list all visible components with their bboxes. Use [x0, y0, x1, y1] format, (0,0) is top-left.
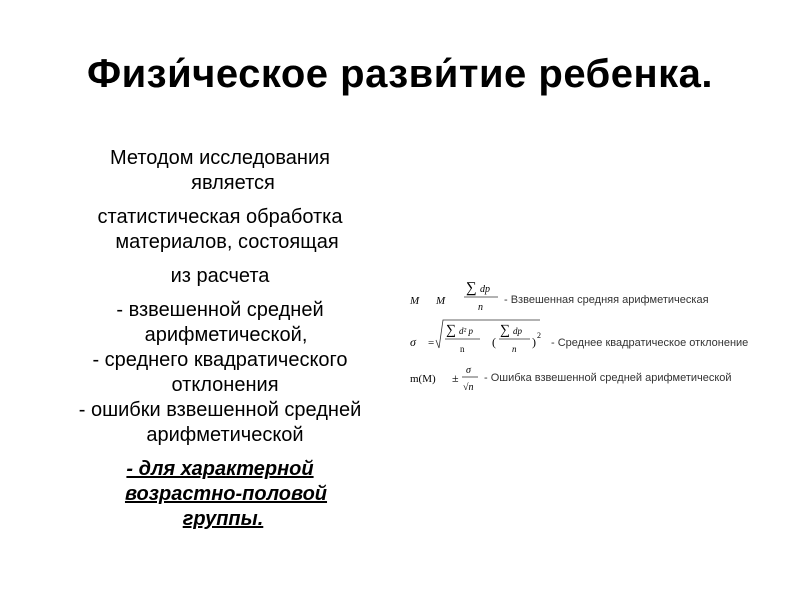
- formula-description: - Взвешенная средняя арифметическая: [504, 294, 709, 306]
- formula-description: - Среднее квадратическое отклонение: [551, 337, 749, 349]
- formula-description: - Ошибка взвешенной средней арифметической: [484, 372, 732, 384]
- formula-symbol: σ: [466, 365, 471, 376]
- formula-symbol: ): [532, 335, 536, 349]
- formula-symbol: (: [492, 335, 496, 349]
- text-line: Методом исследования: [110, 147, 330, 169]
- formula-symbol: dp: [480, 284, 490, 295]
- formula-symbol: d² p: [459, 326, 473, 336]
- formula-symbol: n: [460, 344, 465, 354]
- formula-sigma: [410, 320, 748, 354]
- formula-symbol: ±: [452, 371, 459, 385]
- method-description: [40, 146, 400, 532]
- text-line: является: [191, 172, 275, 194]
- formulas-image: [408, 276, 768, 406]
- list-item-text: - взвешенной средней: [116, 299, 324, 321]
- formula-symbol: n: [478, 302, 483, 313]
- emphasis-text: возрастно-половой: [124, 483, 328, 505]
- formula-error: [410, 365, 732, 393]
- formula-symbol: √n: [463, 382, 474, 393]
- sum-symbol: ∑: [446, 323, 456, 338]
- formula-symbol: =: [428, 337, 435, 349]
- text-line: статистическая обработка: [97, 206, 343, 228]
- formula-symbol: M: [410, 295, 420, 307]
- text-line: арифметической,: [144, 324, 308, 346]
- slide-title: Физи́ческое разви́тие ребенка.: [86, 52, 714, 96]
- text-line: из расчета: [170, 265, 270, 287]
- formula-symbol: 2: [537, 331, 541, 340]
- list-item-text: - ошибки взвешенной средней: [78, 399, 362, 421]
- text-line: отклонения: [171, 374, 279, 396]
- text-line: материалов, состоящая: [115, 231, 339, 253]
- emphasis-text: группы.: [182, 508, 264, 530]
- formula-symbol: dp: [513, 326, 522, 336]
- emphasis-text: - для характерной: [126, 458, 314, 480]
- formula-symbol: M: [436, 295, 446, 307]
- formula-mean: [409, 280, 709, 313]
- sum-symbol: ∑: [500, 323, 510, 338]
- formula-symbol: σ: [410, 335, 416, 349]
- sum-symbol: ∑: [466, 280, 477, 296]
- formula-symbol: n: [512, 344, 517, 354]
- list-item-text: - среднего квадратического: [92, 349, 348, 371]
- formula-symbol: m(M): [410, 373, 436, 385]
- text-line: арифметической: [146, 424, 304, 446]
